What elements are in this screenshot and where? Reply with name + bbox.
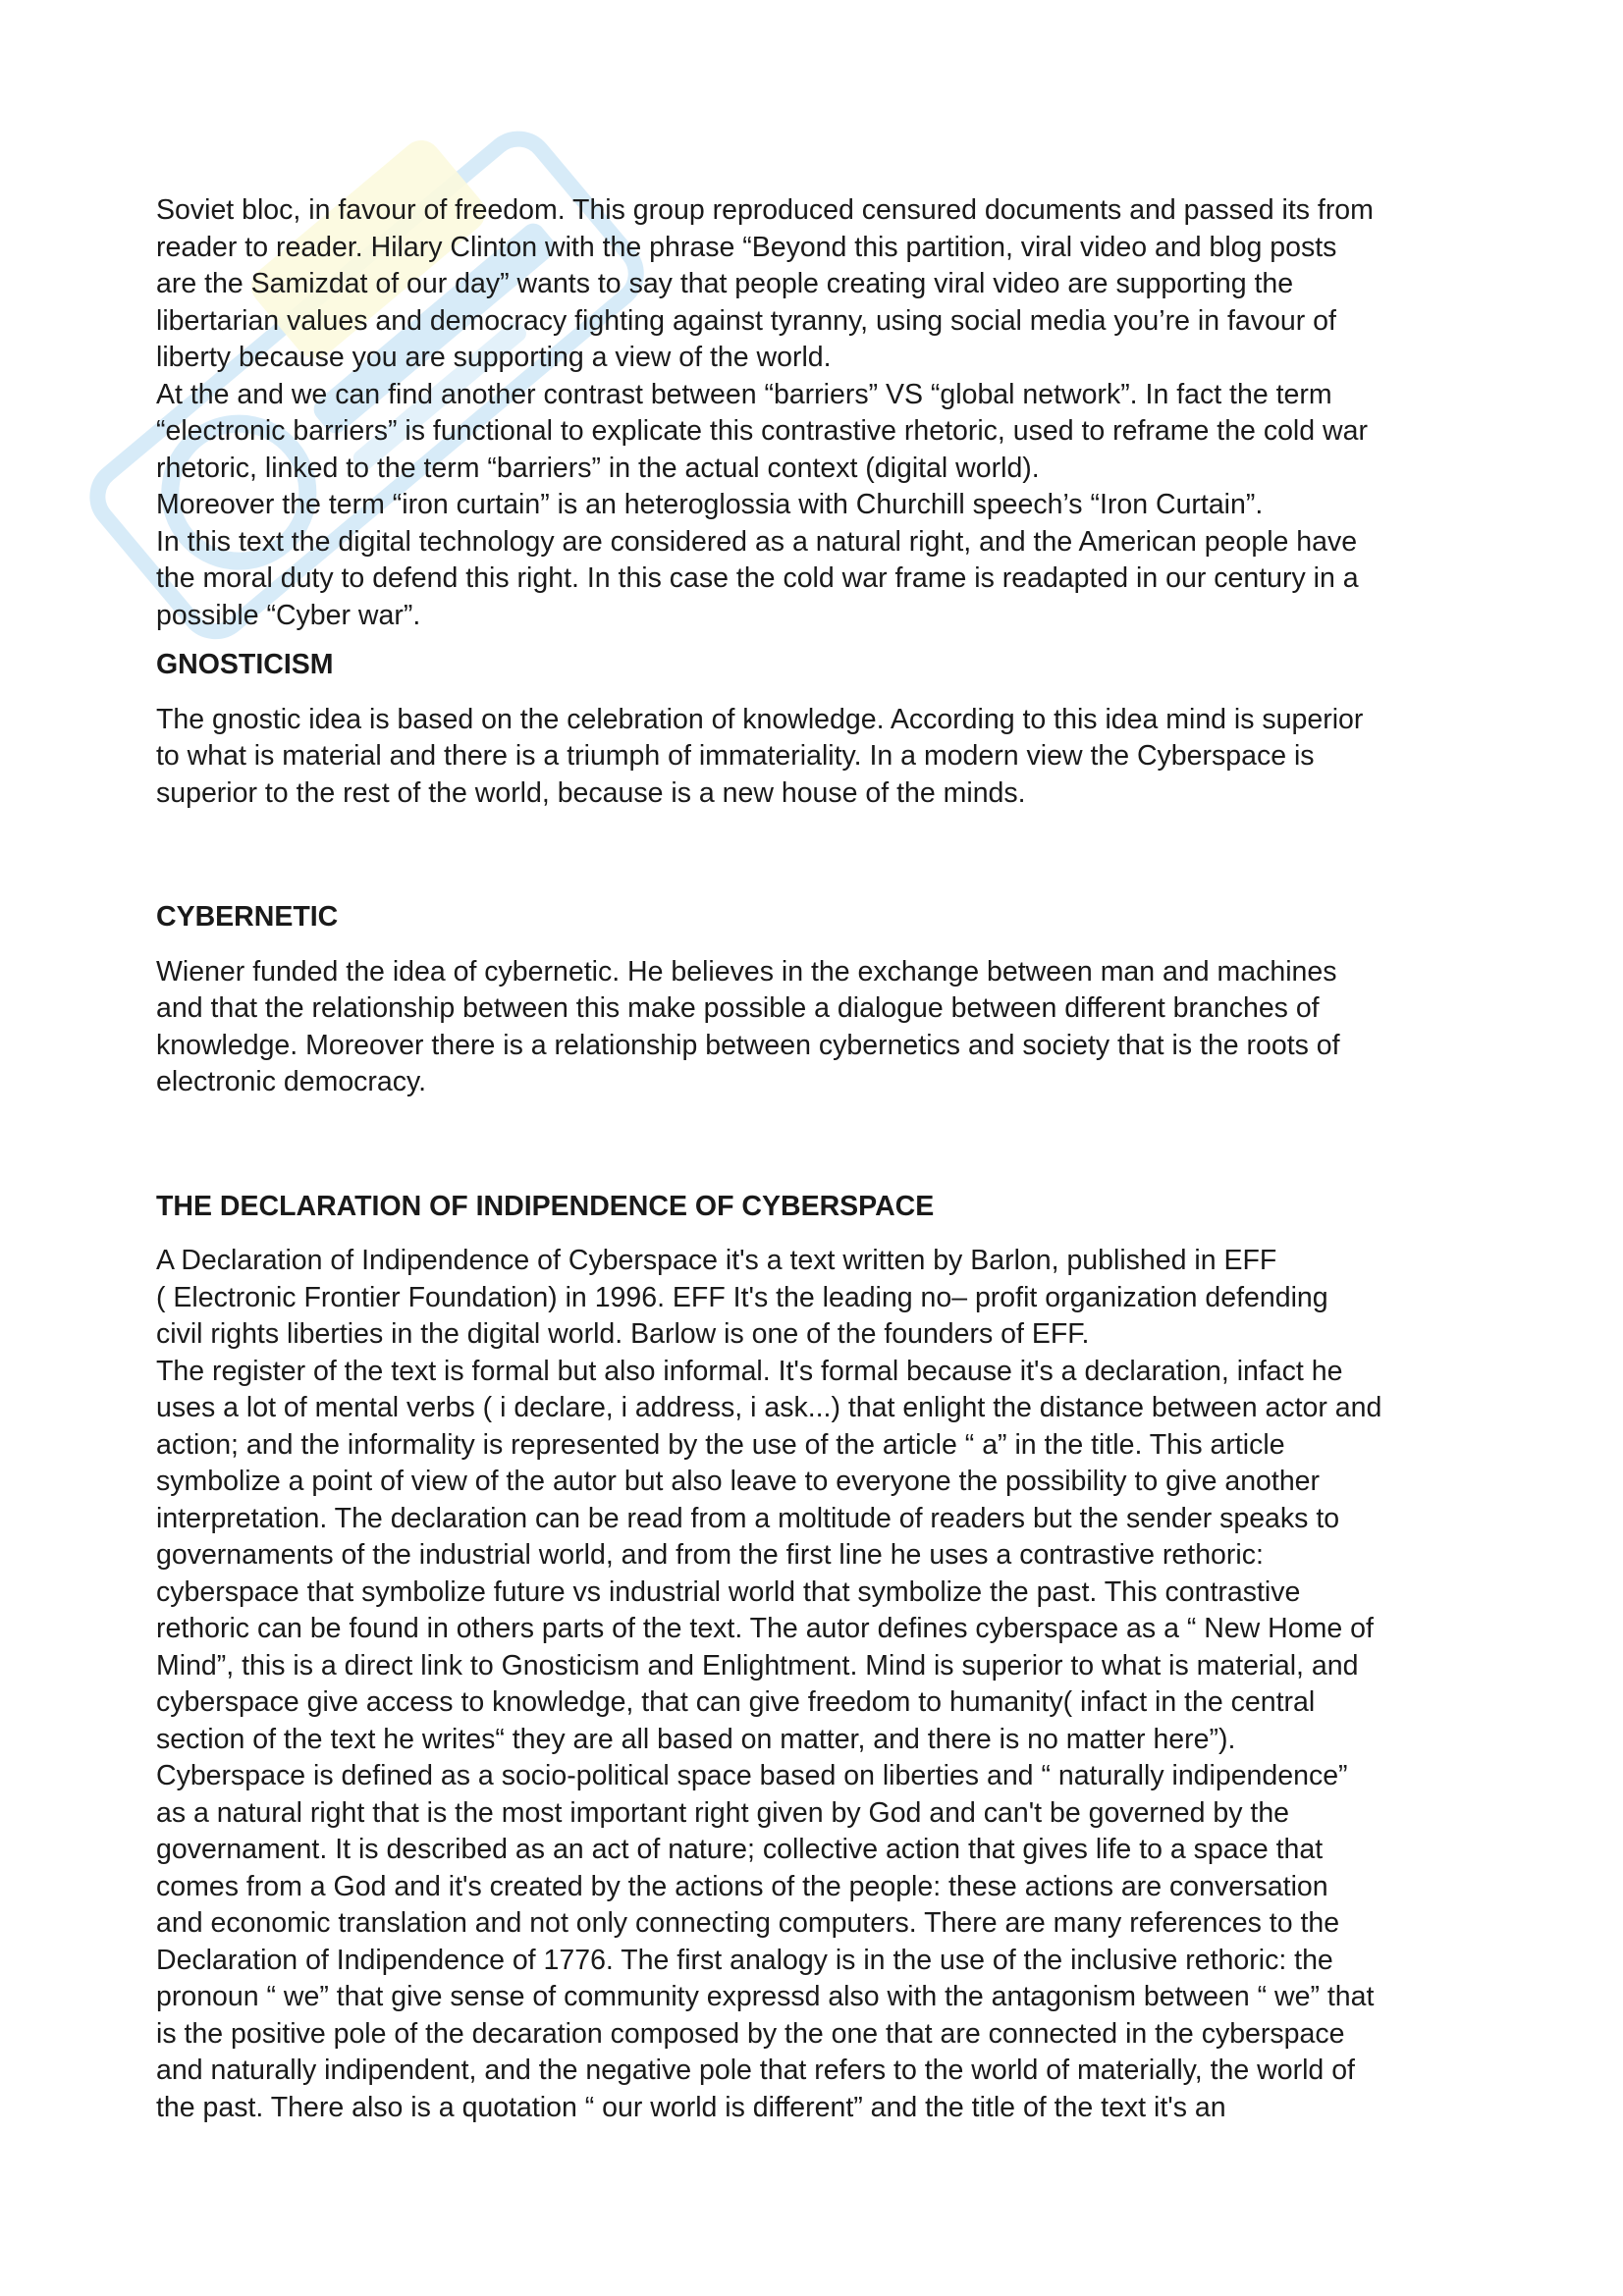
document-page: [156, 192, 1491, 2126]
declaration-paragraph: A Declaration of Indipendence of Cyberspace it's a text written by Barlon, published in EFF ( Electronic Frontier Foundation) in 1996. EFF It's the leading no– profit organization defending civil rights liberties in the digital world. Barlow is one of the founders of EFF. The register of the text is formal but also informal. It's formal because it's a declaration, infact he uses a lot of mental verbs ( i declare, i address, i ask...) that enlight the distance between actor and action; and the informality is represented by the use of the article “ a” in the title. This article symbolize a point of view of the autor but also leave to everyone the possibility to give another interpretation. The declaration can be read from a moltitude of readers but the sender speaks to governaments of the industrial world, and from the first line he uses a contrastive rethoric: cyberspace that symbolize future vs industrial world that symbolize the past. This contrastive rethoric can be found in others parts of the text. The autor defines cyberspace as a “ New Home of Mind”, this is a direct link to Gnosticism and Enlightment. Mind is superior to what is material, and cyberspace give access to knowledge, that can give freedom to humanity( infact in the central section of the text he writes“ they are all based on matter, and there is no matter here”). Cyberspace is defined as a socio-political space based on liberties and “ naturally indipendence” as a natural right that is the most important right given by God and can't be governed by the governament. It is described as an act of nature; collective action that gives life to a space that comes from a God and it's created by the actions of the people: these actions are conversation and economic translation and not only connecting computers. There are many references to the Declaration of Indipendence of 1776. The first analogy is in the use of the inclusive rethoric: the pronoun “ we” that give sense of community expressd also with the antagonism between “ we” that is the positive pole of the decaration composed by the one that are connected in the cyberspace and naturally indipendent, and the negative pole that refers to the world of materially, the world of the past. There also is a quotation “ our world is different” and the title of the text it's an: [156, 1245, 1382, 2123]
declaration-heading: THE DECLARATION OF INDIPENDENCE OF CYBERSPACE: [156, 1190, 935, 1222]
intro-paragraph: Soviet bloc, in favour of freedom. This group reproduced censured documents and passed its from reader to reader. Hilary Clinton with the phrase “Beyond this partition, viral video and blog posts are the Samizdat of our day” wants to say that people creating viral video are supporting the libertarian values and democracy fighting against tyranny, using social media you’re in favour of liberty because you are supporting a view of the world. At the and we can find another contrast between “barriers” VS “global network”. In fact the term “electronic barriers” is functional to explicate this contrastive rhetoric, used to reframe the cold war rhetoric, linked to the term “barriers” in the actual context (digital world). Moreover the term “iron curtain” is an heteroglossia with Churchill speech’s “Iron Curtain”. In this text the digital technology are considered as a natural right, and the American people have the moral duty to defend this right. In this case the cold war frame is readapted in our century in a possible “Cyber war”.: [156, 194, 1374, 631]
cybernetic-heading: CYBERNETIC: [156, 901, 339, 933]
cybernetic-paragraph: Wiener funded the idea of cybernetic. He believes in the exchange between man and machines and that the relationship between this make possible a dialogue between different branches of knowledge. Moreover there is a relationship between cybernetics and society that is the roots of electronic democracy.: [156, 955, 1340, 1097]
gnosticism-paragraph: The gnostic idea is based on the celebration of knowledge. According to this idea mind is superior to what is material and there is a triumph of immateriality. In a modern view the Cyberspace is superior to the rest of the world, because is a new house of the minds.: [156, 703, 1364, 809]
gnosticism-heading: GNOSTICISM: [156, 649, 334, 680]
